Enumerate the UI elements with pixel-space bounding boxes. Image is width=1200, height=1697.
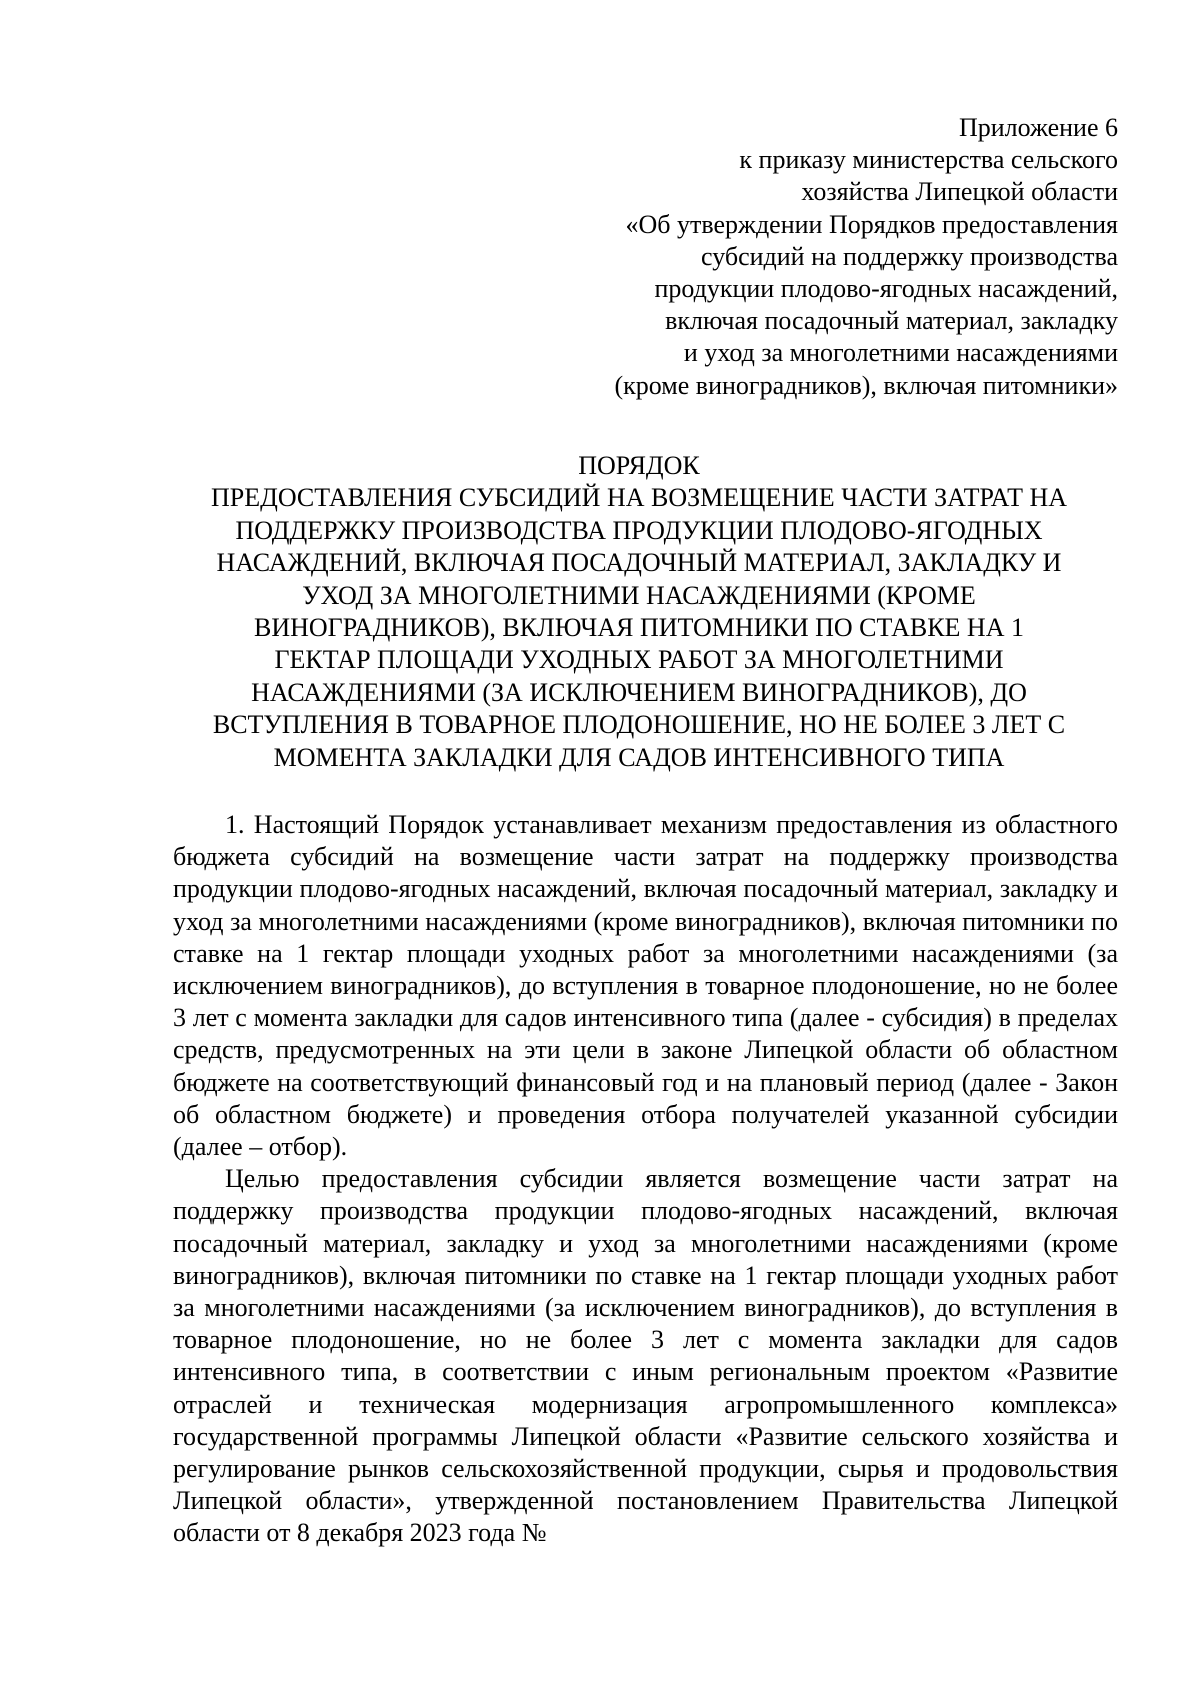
- title-line: ВИНОГРАДНИКОВ), ВКЛЮЧАЯ ПИТОМНИКИ ПО СТАВКЕ НА 1: [254, 613, 1024, 643]
- paragraph-2: Целью предоставления субсидии является возмещение части затрат на поддержку производства продукции плодово-ягодных насаждений, включая посадочный материал, закладку и уход за многолетними насаждениями (кроме виноградников), включая питомники по ставке на 1 гектар площади уходных работ за многолетними насаждениями (за исключением виноградников), до вступления в товарное плодоношение, но не более 3 лет с момента закладки для садов интенсивного типа, в соответствии с иным региональным проектом «Развитие отраслей и техническая модернизация агропромышленного комплекса» государственной программы Липецкой области «Развитие сельского хозяйства и регулирование рынков сельскохозяйственной продукции, сырья и продовольствия Липецкой области», утвержденной постановлением Правительства Липецкой области от 8 декабря 2023 года №: [173, 1164, 1118, 1548]
- appendix-line: хозяйства Липецкой области: [801, 177, 1118, 207]
- appendix-line: субсидий на поддержку производства: [701, 241, 1118, 271]
- appendix-line: (кроме виноградников), включая питомники»: [614, 370, 1118, 400]
- title-line: УХОД ЗА МНОГОЛЕТНИМИ НАСАЖДЕНИЯМИ (КРОМЕ: [302, 580, 976, 610]
- title-line: ВСТУПЛЕНИЯ В ТОВАРНОЕ ПЛОДОНОШЕНИЕ, НО НЕ БОЛЕЕ 3 ЛЕТ С: [212, 710, 1066, 740]
- title-line: МОМЕНТА ЗАКЛАДКИ ДЛЯ САДОВ ИНТЕНСИВНОГО ТИПА: [273, 742, 1005, 772]
- document-body: [173, 809, 1118, 1550]
- title-line: ПОДДЕРЖКУ ПРОИЗВОДСТВА ПРОДУКЦИИ ПЛОДОВО-ЯГОДНЫХ: [235, 515, 1043, 545]
- appendix-line: к приказу министерства сельского: [739, 145, 1118, 175]
- appendix-line: Приложение 6: [958, 113, 1118, 142]
- appendix-line: включая посадочный материал, закладку: [665, 306, 1118, 336]
- title-line: ПОРЯДОК: [578, 451, 700, 480]
- appendix-line: и уход за многолетними насаждениями: [683, 338, 1118, 368]
- title-line: ГЕКТАР ПЛОЩАДИ УХОДНЫХ РАБОТ ЗА МНОГОЛЕТНИМИ: [274, 645, 1004, 675]
- title-line: НАСАЖДЕНИЯМИ (ЗА ИСКЛЮЧЕНИЕМ ВИНОГРАДНИКОВ), ДО: [251, 677, 1027, 707]
- title-line: ПРЕДОСТАВЛЕНИЯ СУБСИДИЙ НА ВОЗМЕЩЕНИЕ ЧАСТИ ЗАТРАТ НА: [210, 483, 1068, 513]
- paragraph-1: 1. Настоящий Порядок устанавливает механизм предоставления из областного бюджета субсидий на возмещение части затрат на поддержку производства продукции плодово-ягодных насаждений, включая посадочный материал, закладку и уход за многолетними насаждениями (кроме виноградников), включая питомники по ставке на 1 гектар площади уходных работ за многолетними насаждениями (за исключением виноградников), до вступления в товарное плодоношение, но не более 3 лет с момента закладки для садов интенсивного типа (далее - субсидия) в пределах средств, предусмотренных на эти цели в законе Липецкой области об областном бюджете на соответствующий финансовый год и на плановый период (далее - Закон об областном бюджете) и проведения отбора получателей указанной субсидии (далее – отбор).: [173, 810, 1118, 1162]
- appendix-line: продукции плодово-ягодных насаждений,: [654, 274, 1118, 304]
- title-line: НАСАЖДЕНИЙ, ВКЛЮЧАЯ ПОСАДОЧНЫЙ МАТЕРИАЛ, ЗАКЛАДКУ И: [216, 548, 1062, 578]
- appendix-header: [498, 112, 1118, 402]
- document-title: [160, 450, 1118, 774]
- appendix-line: «Об утверждении Порядков предоставления: [625, 209, 1118, 239]
